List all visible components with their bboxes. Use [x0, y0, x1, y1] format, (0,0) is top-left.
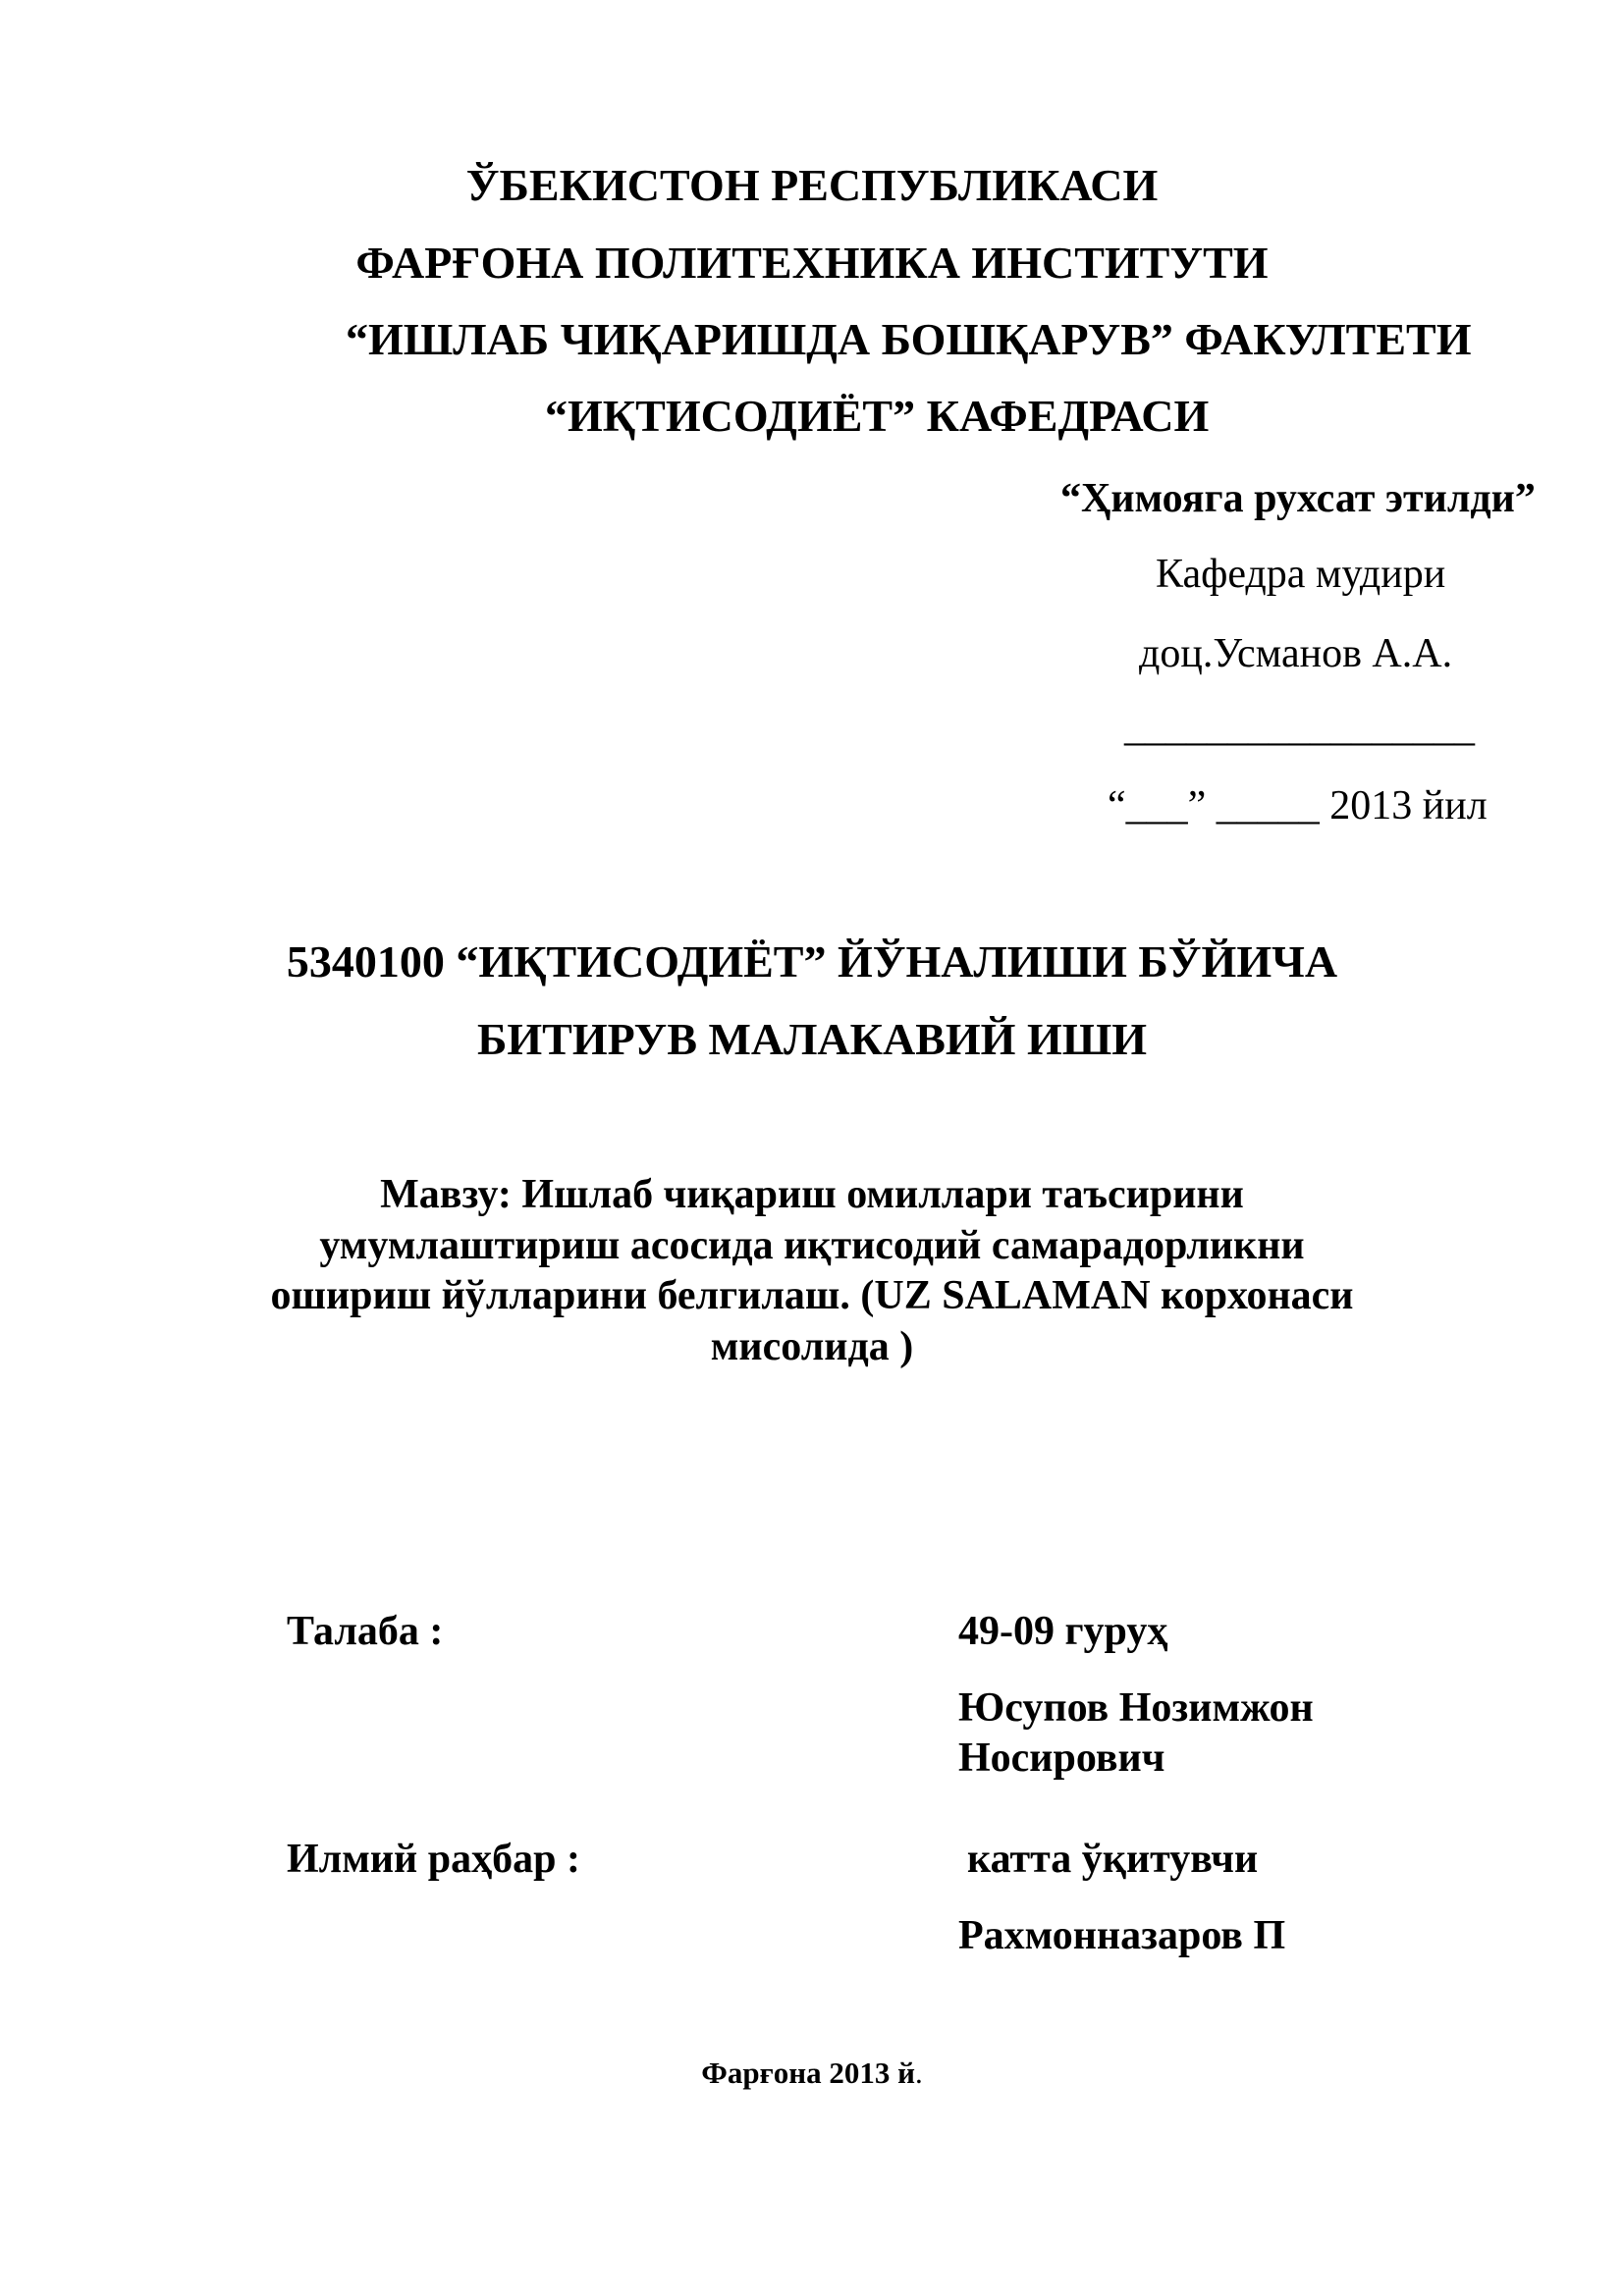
- approval-position: Кафедра мудири: [1156, 552, 1446, 597]
- topic-line-2: умумлаштириш асосида иқтисодий самарадорликни: [319, 1223, 1305, 1268]
- footer-place-year: [0, 2057, 1624, 2088]
- student-label: Талаба :: [287, 1609, 444, 1654]
- approval-date-line: “___” _____ 2013 йил: [1108, 783, 1488, 828]
- topic-line-3: ошириш йўлларини белгилаш. (UZ SALAMAN корхонаси: [270, 1273, 1354, 1318]
- approval-name: доц.Усманов А.А.: [1139, 631, 1453, 676]
- topic-line-1: Мавзу: Ишлаб чиқариш омиллари таъсирини: [380, 1172, 1244, 1217]
- footer-place-year-text: Фарғона 2013 й: [701, 2056, 915, 2090]
- header-institute: ФАРҒОНА ПОЛИТЕХНИКА ИНСТИТУТИ: [355, 238, 1269, 288]
- work-type: БИТИРУВ МАЛАКАВИЙ ИШИ: [476, 1014, 1148, 1064]
- header-faculty: “ИШЛАБ ЧИҚАРИШДА БОШҚАРУВ” ФАКУЛТЕТИ: [346, 314, 1472, 364]
- student-name-line-1: Юсупов Нозимжон: [958, 1685, 1314, 1731]
- work-direction: 5340100 “ИҚТИСОДИЁТ” ЙЎНАЛИШИ БЎЙИЧА: [286, 936, 1338, 987]
- supervisor-title: катта ўқитувчи: [967, 1837, 1259, 1882]
- signature-line: _________________: [1124, 705, 1475, 750]
- header-country: ЎБЕКИСТОН РЕСПУБЛИКАСИ: [465, 160, 1159, 210]
- supervisor-label: Илмий раҳбар :: [287, 1837, 580, 1882]
- student-group: 49-09 гуруҳ: [958, 1609, 1168, 1654]
- topic-line-4: мисолида ): [710, 1324, 914, 1369]
- header-department: “ИҚТИСОДИЁТ” КАФЕДРАСИ: [545, 391, 1210, 441]
- supervisor-name: Рахмонназаров П: [958, 1913, 1286, 1958]
- approval-title: “Ҳимояга рухсат этилди”: [1060, 476, 1536, 521]
- student-name-line-2: Носирович: [958, 1735, 1165, 1781]
- footer-period: .: [914, 2056, 923, 2090]
